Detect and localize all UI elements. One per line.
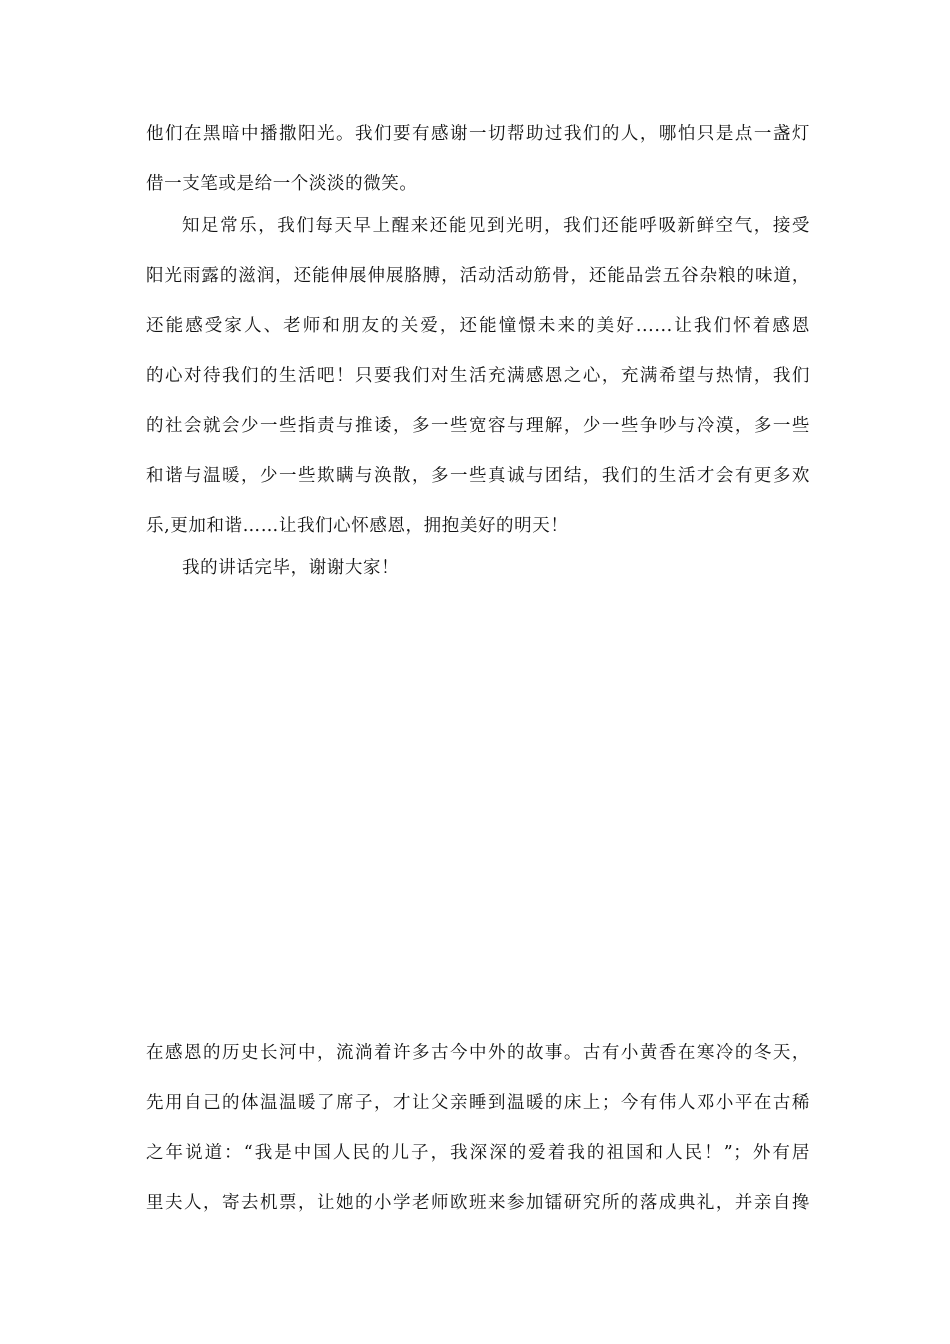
paragraph-line: 里夫人，寄去机票，让她的小学老师欧班来参加镭研究所的落成典礼，并亲自搀 xyxy=(146,1193,810,1213)
bottom-text-section xyxy=(146,1037,810,1237)
paragraph-line: 在感恩的历史长河中，流淌着许多古今中外的故事。古有小黄香在寒冷的冬天， xyxy=(146,1043,810,1063)
paragraph-line: 之年说道：“我是中国人民的儿子，我深深的爱着我的祖国和人民！”；外有居 xyxy=(146,1143,810,1163)
closing-line: 我的讲话完毕，谢谢大家！ xyxy=(182,558,400,578)
paragraph-line: 借一支笔或是给一个淡淡的微笑。 xyxy=(146,174,418,194)
paragraph-line: 还能感受家人、老师和朋友的关爱，还能憧憬未来的美好......让我们怀着感恩 xyxy=(146,316,810,336)
paragraph-line: 阳光雨露的滋润，还能伸展伸展胳膊，活动活动筋骨，还能品尝五谷杂粮的味道， xyxy=(146,266,810,286)
paragraph-line: 的心对待我们的生活吧！只要我们对生活充满感恩之心，充满希望与热情，我们 xyxy=(146,366,810,386)
top-text-section xyxy=(146,118,810,602)
paragraph-line: 的社会就会少一些指责与推诿，多一些宽容与理解，少一些争吵与冷漠，多一些 xyxy=(146,416,810,436)
paragraph-line: 他们在黑暗中播撒阳光。我们要有感谢一切帮助过我们的人，哪怕只是点一盏灯 xyxy=(146,124,810,144)
paragraph-line: 先用自己的体温温暖了席子，才让父亲睡到温暖的床上；今有伟人邓小平在古稀 xyxy=(146,1093,810,1113)
paragraph-line: 和谐与温暖，少一些欺瞒与涣散，多一些真诚与团结，我们的生活才会有更多欢 xyxy=(146,466,810,486)
paragraph-line: 乐,更加和谐……让我们心怀感恩，拥抱美好的明天！ xyxy=(146,516,569,536)
paragraph-line: 知足常乐，我们每天早上醒来还能见到光明，我们还能呼吸新鲜空气，接受 xyxy=(182,216,810,236)
